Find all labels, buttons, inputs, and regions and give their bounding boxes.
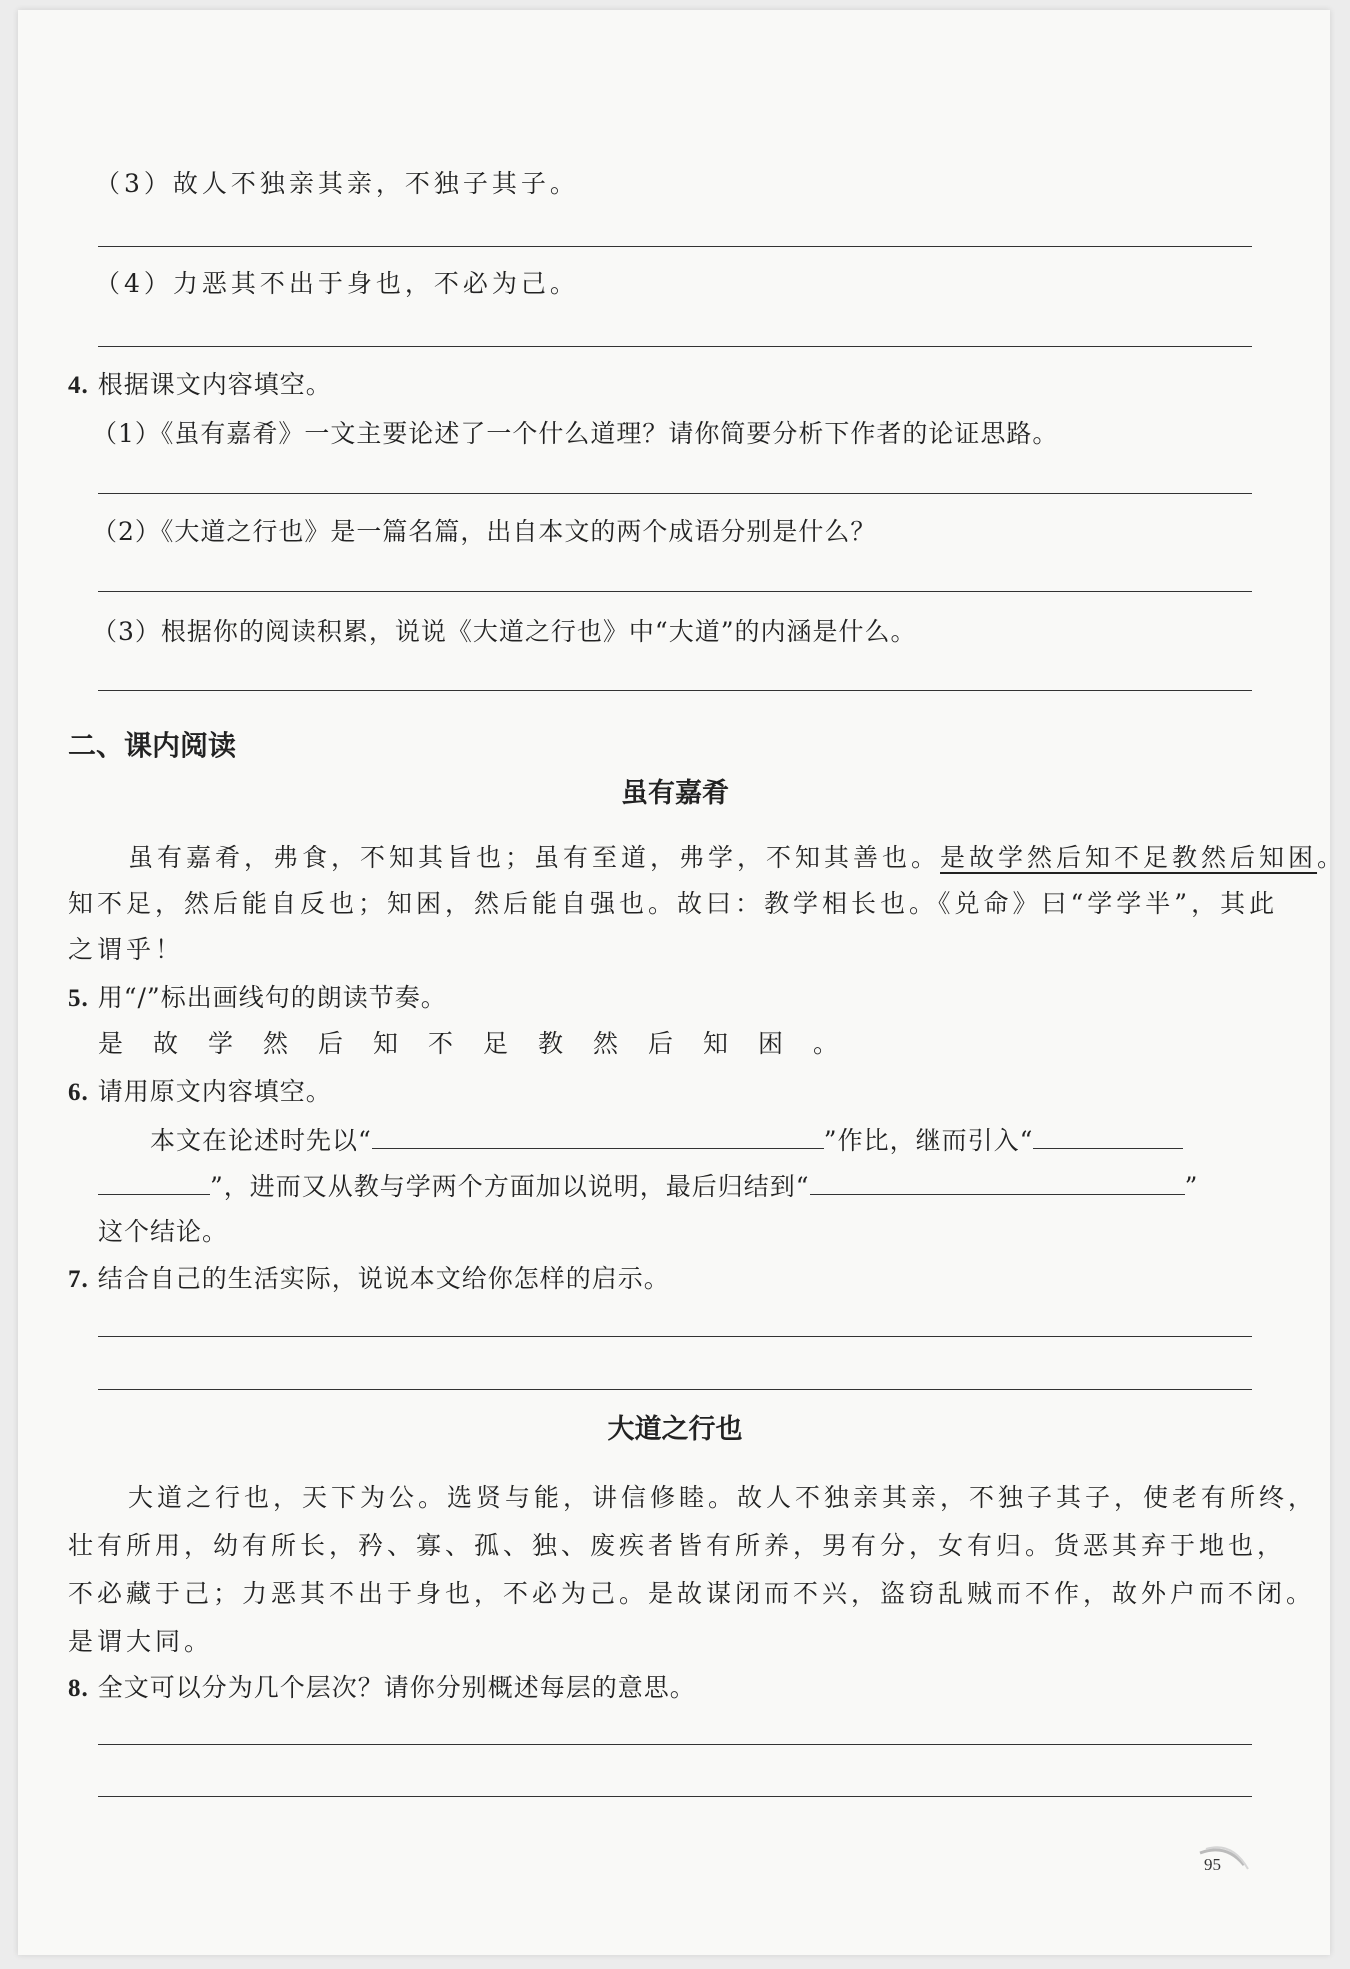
question-number: 6. — [68, 1079, 89, 1106]
answer-line[interactable] — [98, 1796, 1252, 1797]
question-number: 4. — [68, 372, 89, 399]
item-3-4: （4）力恶其不出于身也，不必为己。 — [95, 269, 579, 298]
page-number-badge — [1192, 1843, 1252, 1887]
passage-title: 大道之行也 — [607, 1414, 743, 1445]
question-5 — [68, 982, 447, 1015]
question-prompt: 结合自己的生活实际，说说本文给你怎样的启示。 — [97, 1264, 670, 1293]
passage-line: 之谓乎！ — [68, 935, 185, 964]
rhythm-sentence[interactable]: 是故学然后知不足教然后知困。 — [98, 1029, 869, 1058]
question-7 — [68, 1263, 670, 1296]
answer-line[interactable] — [98, 1744, 1252, 1745]
passage-line: 大道之行也，天下为公。选贤与能，讲信修睦。故人不独亲其亲，不独子其子，使老有所终， — [128, 1483, 1318, 1512]
answer-line[interactable] — [98, 346, 1252, 347]
section-heading: 二、课内阅读 — [68, 729, 237, 762]
question-number: 5. — [68, 985, 89, 1012]
item-4-3: （3）根据你的阅读积累，说说《大道之行也》中“大道”的内涵是什么。 — [92, 617, 917, 646]
passage-line: 不必藏于己；力恶其不出于身也，不必为己。是故谋闭而不兴，盗窃乱贼而不作，故外户而不闭。 — [68, 1579, 1316, 1608]
answer-line[interactable] — [98, 591, 1252, 592]
question-prompt: 请用原文内容填空。 — [97, 1077, 332, 1106]
fill-line-2: ”，进而又从教与学两个方面加以说明，最后归结到“ ” — [98, 1170, 1198, 1203]
answer-line[interactable] — [98, 1336, 1252, 1337]
question-prompt: 根据课文内容填空。 — [97, 370, 332, 399]
fill-line-3: 这个结论。 — [98, 1217, 229, 1246]
passage-title: 虽有嘉肴 — [621, 778, 729, 809]
question-8 — [68, 1672, 696, 1705]
fill-blank[interactable] — [810, 1170, 1185, 1195]
answer-line[interactable] — [98, 493, 1252, 494]
question-4 — [68, 369, 332, 402]
answer-line[interactable] — [98, 690, 1252, 691]
passage-line: 知不足，然后能自反也；知困，然后能自强也。故曰：教学相长也。《兑命》曰“学学半”，其此 — [68, 889, 1279, 918]
passage-line: 壮有所用，幼有所长，矜、寡、孤、独、废疾者皆有所养，男有分，女有归。货恶其弃于地也， — [68, 1531, 1287, 1560]
answer-line[interactable] — [98, 246, 1252, 247]
fill-blank[interactable] — [372, 1124, 824, 1149]
passage-line: 虽有嘉肴，弗食，不知其旨也；虽有至道，弗学，不知其善也。是故学然后知不足教然后知困。 — [128, 843, 1347, 872]
question-number: 8. — [68, 1675, 89, 1702]
item-4-1: （1）《虽有嘉肴》一文主要论述了一个什么道理？请你简要分析下作者的论证思路。 — [92, 419, 1059, 448]
question-6 — [68, 1076, 332, 1109]
item-3-3: （3）故人不独亲其亲，不独子其子。 — [95, 169, 579, 198]
passage-line: 是谓大同。 — [68, 1627, 214, 1656]
underlined-sentence: 是故学然后知不足教然后知困 — [940, 843, 1318, 872]
fill-blank[interactable] — [98, 1170, 210, 1195]
question-prompt: 用“/”标出画线句的朗读节奏。 — [97, 983, 447, 1012]
page-number: 95 — [1204, 1855, 1221, 1874]
fill-blank[interactable] — [1033, 1124, 1183, 1149]
page-corner-swoosh-icon — [1192, 1843, 1252, 1887]
answer-line[interactable] — [98, 1389, 1252, 1390]
fill-line-1: 本文在论述时先以“ ”作比，继而引入“ — [150, 1124, 1183, 1157]
question-number: 7. — [68, 1266, 89, 1293]
question-prompt: 全文可以分为几个层次？请你分别概述每层的意思。 — [97, 1673, 696, 1702]
item-4-2: （2）《大道之行也》是一篇名篇，出自本文的两个成语分别是什么？ — [92, 517, 877, 546]
